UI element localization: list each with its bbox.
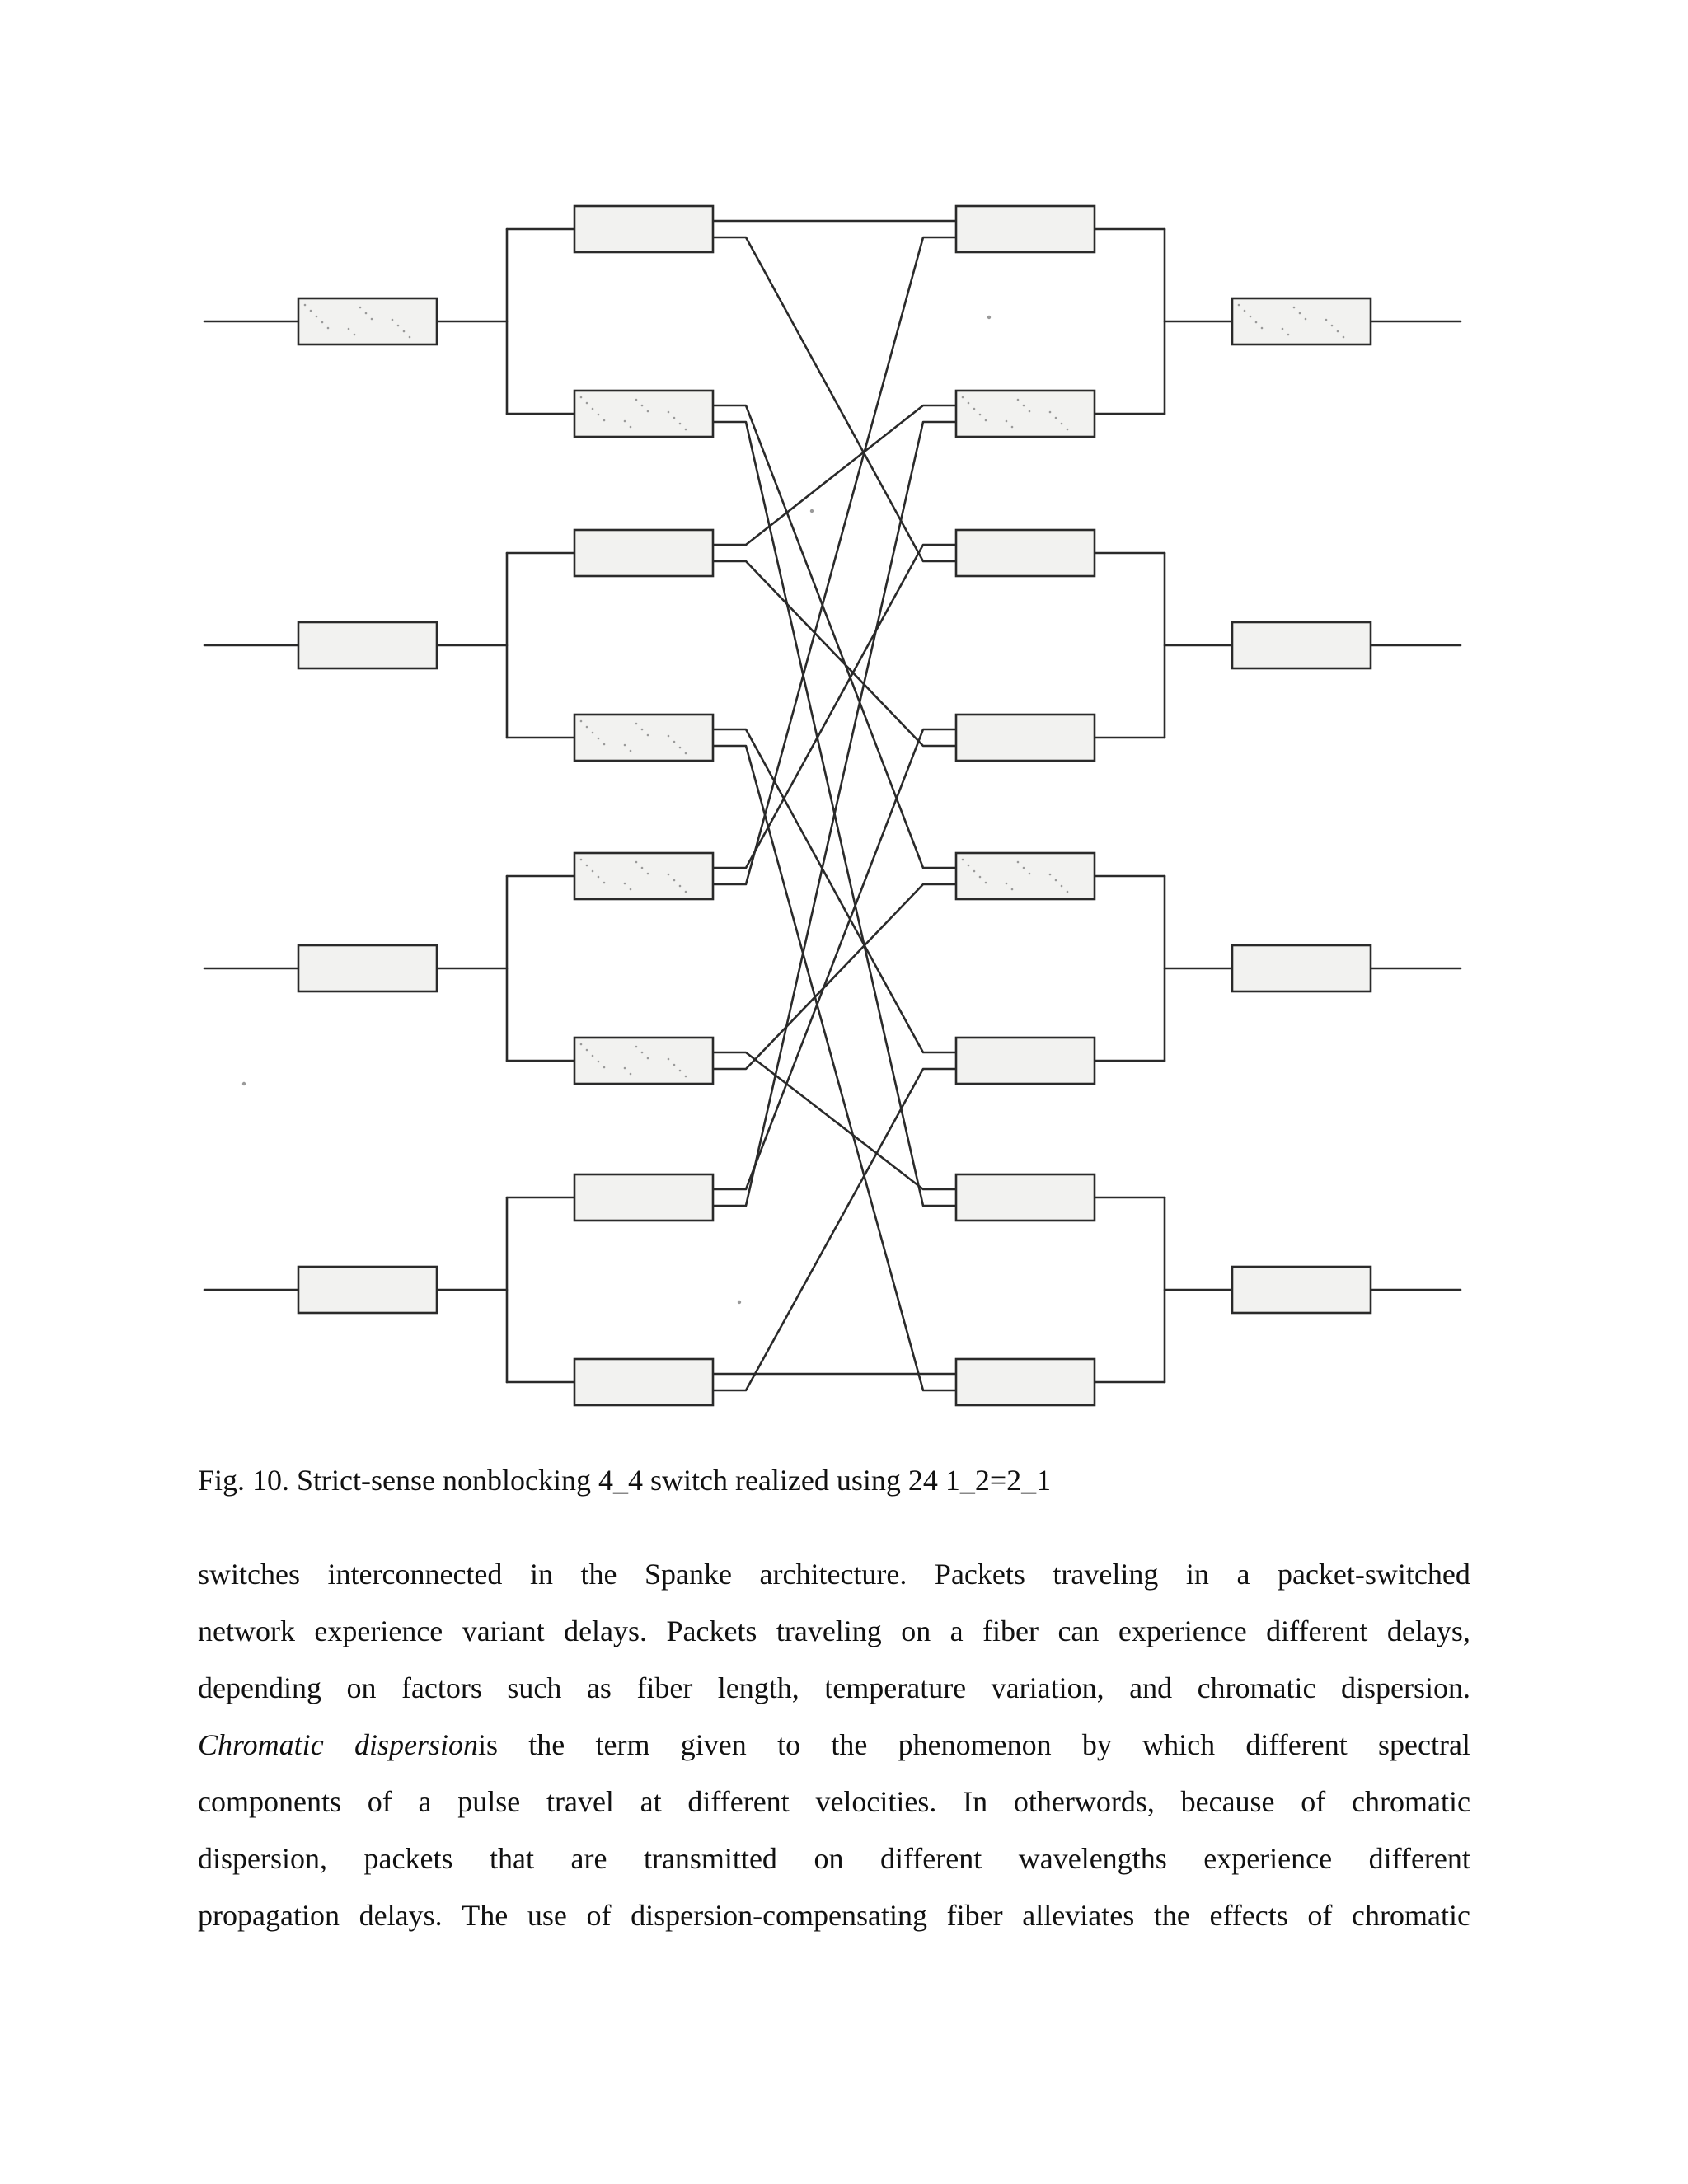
print-speck	[1287, 334, 1290, 336]
stage2-1x2-switch	[574, 206, 713, 252]
print-speck	[1299, 312, 1301, 315]
word: transmitted	[643, 1842, 777, 1875]
print-speck	[641, 729, 644, 731]
print-speck	[630, 1073, 632, 1076]
print-speck	[316, 316, 318, 318]
print-speck	[647, 410, 649, 413]
stage3-2x1-switch	[956, 715, 1095, 761]
word: Packets	[666, 1615, 757, 1647]
word: and	[1129, 1671, 1173, 1704]
paragraph-line-7	[198, 1887, 1470, 1944]
crossbar-wire	[713, 561, 956, 746]
print-speck	[630, 426, 632, 429]
print-speck	[647, 1057, 649, 1060]
word: propagation	[198, 1899, 340, 1932]
print-speck	[580, 859, 583, 861]
print-speck	[979, 876, 982, 879]
print-speck	[1011, 888, 1014, 891]
stage3-2x1-switch	[956, 1038, 1095, 1084]
figure-caption: Fig. 10. Strict-sense nonblocking 4_4 switch realized using 24 1_2=2_1	[198, 1464, 1052, 1497]
stage2-1x2-switch	[574, 1359, 713, 1405]
print-speck	[810, 509, 814, 513]
word: temperature	[824, 1671, 967, 1704]
word: velocities.	[815, 1785, 937, 1818]
word: different	[687, 1785, 790, 1818]
print-speck	[679, 1070, 682, 1072]
print-speck	[685, 429, 687, 431]
print-speck	[1293, 307, 1296, 309]
print-speck	[1055, 879, 1057, 882]
print-speck	[1055, 417, 1057, 419]
word: architecture.	[759, 1558, 907, 1591]
word: fiber	[946, 1899, 1003, 1932]
crossbar-wire	[713, 746, 956, 1390]
print-speck	[738, 1301, 741, 1304]
word: of	[367, 1785, 392, 1818]
paragraph-line-3	[198, 1660, 1470, 1717]
print-speck	[403, 330, 406, 333]
print-speck	[647, 734, 649, 737]
word: on	[346, 1671, 377, 1704]
print-speck	[1017, 861, 1020, 864]
print-speck	[327, 327, 330, 330]
print-speck	[673, 417, 676, 419]
print-speck	[668, 874, 670, 876]
word: dispersion.	[1340, 1671, 1470, 1704]
print-speck	[1331, 325, 1334, 327]
word: different	[1266, 1615, 1368, 1647]
print-speck	[635, 1046, 638, 1048]
word: at	[640, 1785, 662, 1818]
print-speck	[679, 747, 682, 749]
word: which	[1142, 1728, 1216, 1761]
word: spectral	[1377, 1728, 1470, 1761]
print-speck	[962, 859, 964, 861]
word: term	[595, 1728, 650, 1761]
word: on	[814, 1842, 844, 1875]
print-speck	[630, 750, 632, 752]
print-speck	[1049, 411, 1052, 414]
print-speck	[603, 882, 606, 884]
crossbar-wire	[713, 545, 956, 868]
print-speck	[685, 1076, 687, 1078]
stage2-1x2-switch	[574, 1174, 713, 1221]
word: travel	[546, 1785, 614, 1818]
word: fiber	[636, 1671, 693, 1704]
word: network	[198, 1615, 295, 1647]
print-speck	[679, 423, 682, 425]
word: given	[680, 1728, 747, 1761]
print-speck	[1244, 310, 1246, 312]
word: the	[831, 1728, 868, 1761]
word: Chromatic	[198, 1728, 324, 1761]
switch-elements	[242, 206, 1371, 1405]
word: length,	[717, 1671, 799, 1704]
word: effects	[1209, 1899, 1288, 1932]
print-speck	[973, 408, 976, 410]
print-speck	[635, 861, 638, 864]
print-speck	[580, 396, 583, 399]
print-speck	[1011, 426, 1014, 429]
word: chromatic	[1352, 1785, 1470, 1818]
print-speck	[592, 732, 594, 734]
input-1x2-switch	[298, 1267, 437, 1313]
word: are	[570, 1842, 607, 1875]
stage3-2x1-switch	[956, 853, 1095, 899]
print-speck	[1029, 873, 1031, 875]
word: the	[580, 1558, 617, 1591]
output-2x1-switch	[1232, 622, 1371, 668]
print-speck	[580, 1043, 583, 1046]
word: experience	[1118, 1615, 1247, 1647]
word: a	[1236, 1558, 1250, 1591]
print-speck	[242, 1082, 246, 1085]
print-speck	[685, 891, 687, 893]
paragraph-line-6	[198, 1830, 1470, 1887]
print-speck	[1343, 336, 1345, 339]
word: on	[901, 1615, 931, 1647]
print-speck	[586, 726, 588, 729]
word: of	[1307, 1899, 1333, 1932]
word: variation,	[991, 1671, 1104, 1704]
word: phenomenon	[898, 1728, 1052, 1761]
word: interconnected	[327, 1558, 503, 1591]
print-speck	[392, 319, 394, 321]
paragraph-line-2	[198, 1603, 1470, 1660]
crossbar-wire	[713, 237, 956, 884]
stage2-1x2-switch	[574, 1038, 713, 1084]
print-speck	[586, 1049, 588, 1052]
word: use	[527, 1899, 567, 1932]
print-speck	[673, 1064, 676, 1066]
print-speck	[624, 744, 626, 747]
print-speck	[668, 411, 670, 414]
word: packet-switched	[1277, 1558, 1470, 1591]
word: to	[777, 1728, 801, 1761]
word: can	[1057, 1615, 1100, 1647]
word: delays,	[1386, 1615, 1470, 1647]
crossbar-wire	[713, 729, 956, 1052]
print-speck	[365, 312, 368, 315]
print-speck	[1255, 321, 1258, 324]
word: of	[1301, 1785, 1326, 1818]
print-speck	[1023, 867, 1025, 869]
print-speck	[1029, 410, 1031, 413]
input-1x2-switch	[298, 622, 437, 668]
word: factors	[401, 1671, 482, 1704]
word: of	[586, 1899, 612, 1932]
word: that	[489, 1842, 534, 1875]
word: fiber	[982, 1615, 1039, 1647]
print-speck	[985, 419, 987, 422]
output-2x1-switch	[1232, 298, 1371, 344]
word: Spanke	[645, 1558, 732, 1591]
print-speck	[397, 325, 400, 327]
print-speck	[679, 885, 682, 888]
print-speck	[962, 396, 964, 399]
interconnect-wires	[204, 221, 1461, 1390]
print-speck	[348, 328, 350, 330]
stage3-2x1-switch	[956, 1359, 1095, 1405]
print-speck	[641, 1052, 644, 1054]
word: dispersion,	[198, 1842, 327, 1875]
print-speck	[1023, 405, 1025, 407]
word: In	[963, 1785, 988, 1818]
print-speck	[979, 414, 982, 416]
word: experience	[314, 1615, 443, 1647]
print-speck	[630, 888, 632, 891]
paragraph-line-4	[198, 1717, 1470, 1774]
print-speck	[592, 1055, 594, 1057]
stage2-1x2-switch	[574, 853, 713, 899]
body-paragraph	[198, 1546, 1470, 1944]
word: different	[1368, 1842, 1470, 1875]
word: a	[418, 1785, 432, 1818]
word: as	[586, 1671, 612, 1704]
print-speck	[624, 1067, 626, 1070]
stage2-1x2-switch	[574, 391, 713, 437]
print-speck	[1282, 328, 1284, 330]
word: in	[529, 1558, 553, 1591]
word: because	[1180, 1785, 1275, 1818]
word: components	[198, 1785, 341, 1818]
print-speck	[641, 405, 644, 407]
print-speck	[673, 741, 676, 743]
print-speck	[603, 743, 606, 746]
print-speck	[973, 870, 976, 873]
print-speck	[321, 321, 324, 324]
stage3-2x1-switch	[956, 1174, 1095, 1221]
crossbar-wire	[713, 1052, 956, 1189]
print-speck	[968, 402, 970, 405]
output-2x1-switch	[1232, 945, 1371, 991]
print-speck	[1261, 327, 1264, 330]
print-speck	[1250, 316, 1252, 318]
print-speck	[371, 318, 373, 321]
stage3-2x1-switch	[956, 206, 1095, 252]
word: delays.	[359, 1899, 443, 1932]
print-speck	[1067, 891, 1069, 893]
word: variant	[462, 1615, 545, 1647]
print-speck	[1049, 874, 1052, 876]
word: different	[879, 1842, 982, 1875]
print-speck	[603, 419, 606, 422]
word: delays.	[564, 1615, 648, 1647]
word: wavelengths	[1018, 1842, 1167, 1875]
output-2x1-switch	[1232, 1267, 1371, 1313]
print-speck	[668, 735, 670, 738]
word: chromatic	[1352, 1899, 1470, 1932]
print-speck	[1067, 429, 1069, 431]
word: otherwords,	[1013, 1785, 1155, 1818]
stage3-2x1-switch	[956, 391, 1095, 437]
print-speck	[1337, 330, 1339, 333]
word: The	[462, 1899, 509, 1932]
word: dispersion-compensating	[631, 1899, 928, 1932]
print-speck	[1061, 423, 1063, 425]
print-speck	[1325, 319, 1328, 321]
crossbar-wire	[713, 1069, 956, 1390]
print-speck	[985, 882, 987, 884]
word: Packets	[934, 1558, 1025, 1591]
print-speck	[668, 1058, 670, 1061]
print-speck	[409, 336, 411, 339]
print-speck	[1238, 304, 1240, 307]
print-speck	[359, 307, 362, 309]
crossbar-wire	[713, 405, 956, 545]
word: traveling	[1053, 1558, 1159, 1591]
input-1x2-switch	[298, 298, 437, 344]
word: different	[1245, 1728, 1348, 1761]
stage2-1x2-switch	[574, 715, 713, 761]
word: a	[950, 1615, 964, 1647]
print-speck	[598, 876, 600, 879]
print-speck	[647, 873, 649, 875]
paragraph-line-5	[198, 1774, 1470, 1830]
word: dispersionis	[354, 1728, 498, 1761]
word: chromatic	[1197, 1671, 1316, 1704]
word: such	[507, 1671, 562, 1704]
print-speck	[624, 883, 626, 885]
print-speck	[624, 420, 626, 423]
word: in	[1185, 1558, 1209, 1591]
word: by	[1081, 1728, 1112, 1761]
print-speck	[586, 402, 588, 405]
crossbar-wire	[713, 422, 956, 1206]
print-speck	[685, 752, 687, 755]
print-speck	[987, 316, 991, 319]
print-speck	[1006, 420, 1008, 423]
print-speck	[580, 720, 583, 723]
print-speck	[586, 865, 588, 867]
stage2-1x2-switch	[574, 530, 713, 576]
word: alleviates	[1022, 1899, 1135, 1932]
print-speck	[1017, 399, 1020, 401]
word: switches	[198, 1558, 300, 1591]
print-speck	[635, 399, 638, 401]
print-speck	[1305, 318, 1307, 321]
print-speck	[635, 723, 638, 725]
print-speck	[968, 865, 970, 867]
word: pulse	[457, 1785, 521, 1818]
print-speck	[603, 1066, 606, 1069]
print-speck	[592, 408, 594, 410]
word: packets	[363, 1842, 453, 1875]
print-speck	[598, 738, 600, 740]
print-speck	[592, 870, 594, 873]
word: depending	[198, 1671, 321, 1704]
word: the	[528, 1728, 565, 1761]
crossbar-wire	[713, 884, 956, 1069]
print-speck	[673, 879, 676, 882]
stage3-2x1-switch	[956, 530, 1095, 576]
paragraph-line-1	[198, 1546, 1470, 1603]
print-speck	[1061, 885, 1063, 888]
input-1x2-switch	[298, 945, 437, 991]
print-speck	[354, 334, 356, 336]
word: experience	[1203, 1842, 1333, 1875]
print-speck	[304, 304, 307, 307]
print-speck	[1006, 883, 1008, 885]
print-speck	[598, 1061, 600, 1063]
word: the	[1153, 1899, 1190, 1932]
word: traveling	[776, 1615, 882, 1647]
crossbar-wire	[713, 237, 956, 561]
print-speck	[310, 310, 312, 312]
print-speck	[641, 867, 644, 869]
print-speck	[598, 414, 600, 416]
